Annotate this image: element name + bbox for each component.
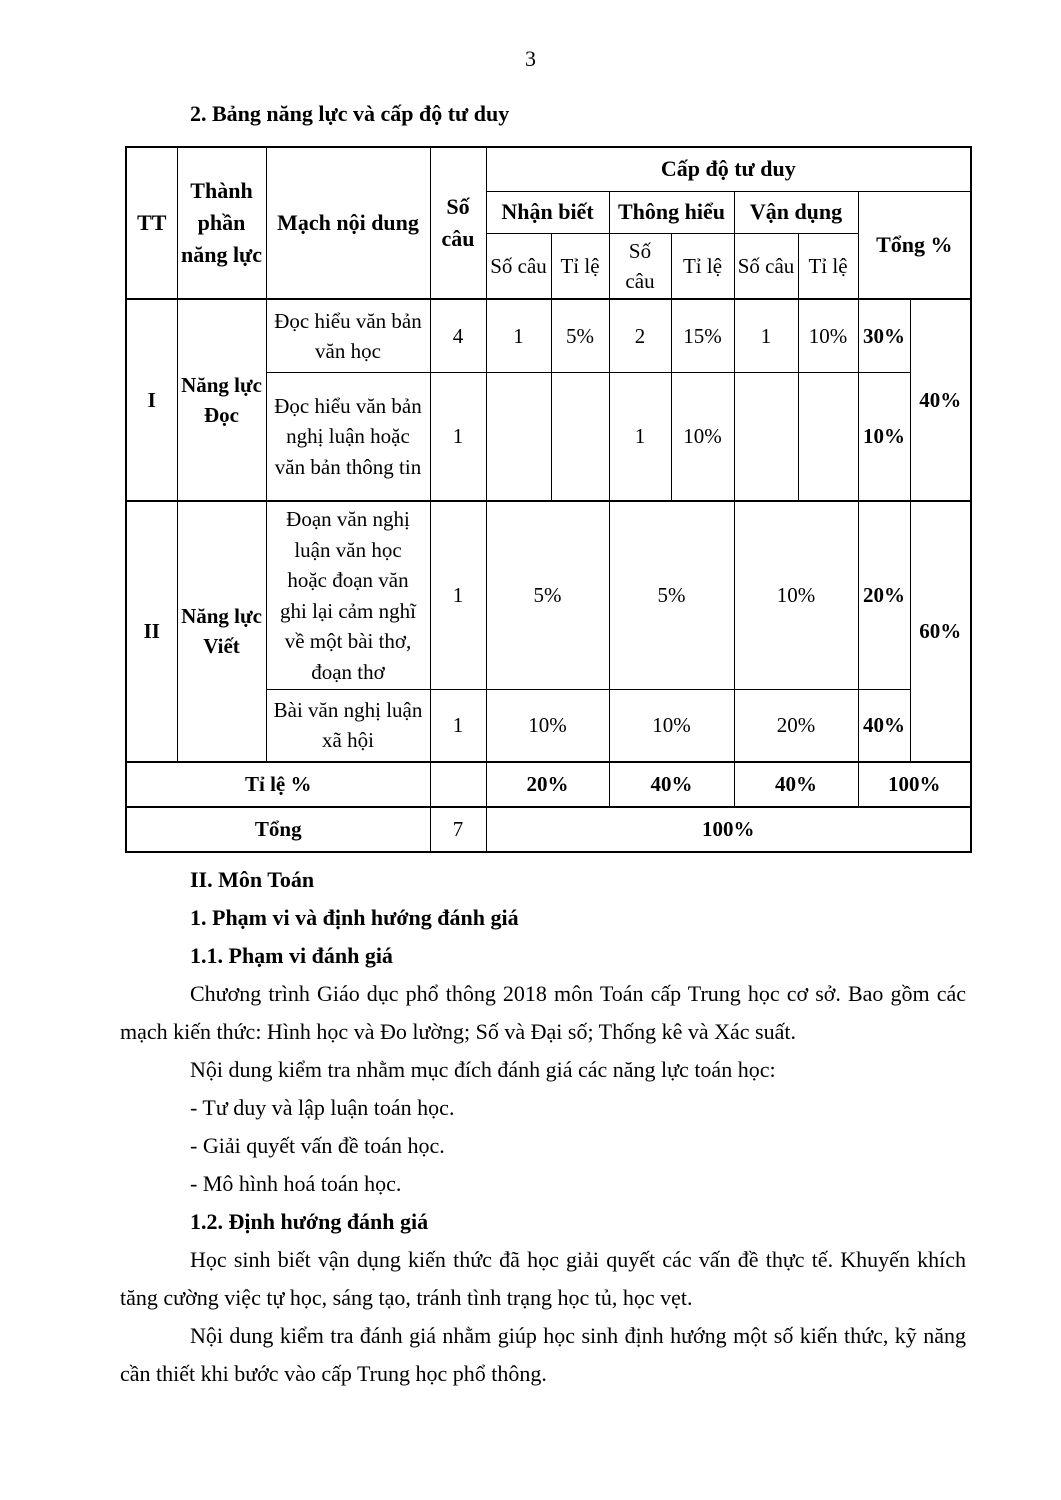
cell-nb-ratio: 10%: [486, 690, 609, 762]
total-row: [126, 807, 971, 852]
cell-strand: Đọc hiểu văn bản nghị luận hoặc văn bản thông tin: [266, 372, 430, 501]
header-row-1: [126, 147, 971, 191]
header-sub-ratio: Tỉ lệ: [551, 233, 609, 299]
header-total-percent: Tổng %: [858, 191, 971, 299]
bullet-item: - Tư duy và lập luận toán học.: [190, 1095, 455, 1120]
cell-vd-ratio: [798, 372, 858, 501]
header-recognition: Nhận biết: [486, 191, 609, 233]
header-comprehension: Thông hiểu: [609, 191, 734, 233]
cell-th-ratio: 10%: [671, 372, 734, 501]
header-sub-ratio: Tỉ lệ: [671, 233, 734, 299]
cell-section-number: II: [126, 501, 177, 761]
cell-nb-questions: [486, 372, 551, 501]
cell-vd-ratio: 10%: [734, 501, 858, 689]
cell-component: Năng lực Viết: [177, 501, 266, 761]
cell-strand: Đọc hiểu văn bản văn học: [266, 299, 430, 372]
cell-total-questions: 7: [430, 807, 486, 852]
cell-total-value: 100%: [486, 807, 971, 852]
cell-th-questions: 1: [609, 372, 671, 501]
header-strand: Mạch nội dung: [266, 147, 430, 299]
competency-table: [125, 146, 972, 853]
header-sub-questions: Số câu: [486, 233, 551, 299]
table-row: [126, 501, 971, 689]
cell-questions: 1: [430, 690, 486, 762]
bullet-item: - Giải quyết vấn đề toán học.: [190, 1133, 445, 1158]
cell-nb-ratio: 5%: [486, 501, 609, 689]
header-component: Thành phần năng lực: [177, 147, 266, 299]
heading-1-1: 1.1. Phạm vi đánh giá: [190, 943, 393, 968]
paragraph-purpose: Nội dung kiểm tra nhằm mục đích đánh giá các năng lực toán học:: [190, 1057, 776, 1082]
cell-nb-ratio: [551, 372, 609, 501]
cell-questions: 4: [430, 299, 486, 372]
cell-th-ratio: 5%: [609, 501, 734, 689]
paragraph-orientation: Học sinh biết vận dụng kiến thức đã học giải quyết các vấn đề thực tế. Khuyến khích tăng cường việc tự học, sáng tạo, tránh tình trạng học tủ, học vẹt.: [120, 1247, 966, 1310]
cell-strand: Bài văn nghị luận xã hội: [266, 690, 430, 762]
cell-row-total: 10%: [858, 372, 910, 501]
cell-th-ratio: 10%: [609, 690, 734, 762]
cell-strand: Đoạn văn nghị luận văn học hoặc đoạn văn ghi lại cảm nghĩ về một bài thơ, đoạn thơ: [266, 501, 430, 689]
table-row: [126, 299, 971, 372]
heading-1: 1. Phạm vi và định hướng đánh giá: [190, 905, 519, 930]
cell-vd-questions: 1: [734, 299, 798, 372]
cell-component: Năng lực Đọc: [177, 299, 266, 501]
cell-ratio-grand-total: 100%: [858, 762, 971, 807]
bullet-item: - Mô hình hoá toán học.: [190, 1171, 402, 1196]
cell-vd-ratio-total: 40%: [734, 762, 858, 807]
header-questions: Số câu: [430, 147, 486, 299]
cell-ratio-label: Tỉ lệ %: [126, 762, 430, 807]
cell-vd-ratio: 20%: [734, 690, 858, 762]
cell-section-number: I: [126, 299, 177, 501]
table-title: 2. Bảng năng lực và cấp độ tư duy: [190, 101, 510, 126]
cell-questions: [430, 762, 486, 807]
cell-th-ratio-total: 40%: [609, 762, 734, 807]
header-sub-ratio: Tỉ lệ: [798, 233, 858, 299]
cell-vd-ratio: 10%: [798, 299, 858, 372]
cell-questions: 1: [430, 501, 486, 689]
cell-th-ratio: 15%: [671, 299, 734, 372]
cell-row-total: 30%: [858, 299, 910, 372]
page-number: 3: [525, 46, 536, 71]
cell-nb-ratio: 5%: [551, 299, 609, 372]
cell-row-total: 40%: [858, 690, 910, 762]
cell-nb-questions: 1: [486, 299, 551, 372]
header-sub-questions: Số câu: [609, 233, 671, 299]
cell-nb-ratio-total: 20%: [486, 762, 609, 807]
header-sub-questions: Số câu: [734, 233, 798, 299]
cell-row-total: 20%: [858, 501, 910, 689]
header-thinking-levels: Cấp độ tư duy: [486, 147, 971, 191]
header-application: Vận dụng: [734, 191, 858, 233]
text-section: [120, 861, 966, 1393]
cell-group-total: 60%: [910, 501, 971, 761]
paragraph-scope: Chương trình Giáo dục phổ thông 2018 môn Toán cấp Trung học cơ sở. Bao gồm các mạch kiến thức: Hình học và Đo lường; Số và Đại số; Thống kê và Xác suất.: [120, 981, 966, 1044]
cell-vd-questions: [734, 372, 798, 501]
cell-total-label: Tổng: [126, 807, 430, 852]
ratio-row: [126, 762, 971, 807]
heading-1-2: 1.2. Định hướng đánh giá: [190, 1209, 429, 1234]
cell-group-total: 40%: [910, 299, 971, 501]
cell-questions: 1: [430, 372, 486, 501]
paragraph-content: Nội dung kiểm tra đánh giá nhằm giúp học sinh định hướng một số kiến thức, kỹ năng cần thiết khi bước vào cấp Trung học phổ thông.: [120, 1323, 966, 1386]
heading-mon-toan: II. Môn Toán: [190, 867, 315, 892]
cell-th-questions: 2: [609, 299, 671, 372]
header-tt: TT: [126, 147, 177, 299]
